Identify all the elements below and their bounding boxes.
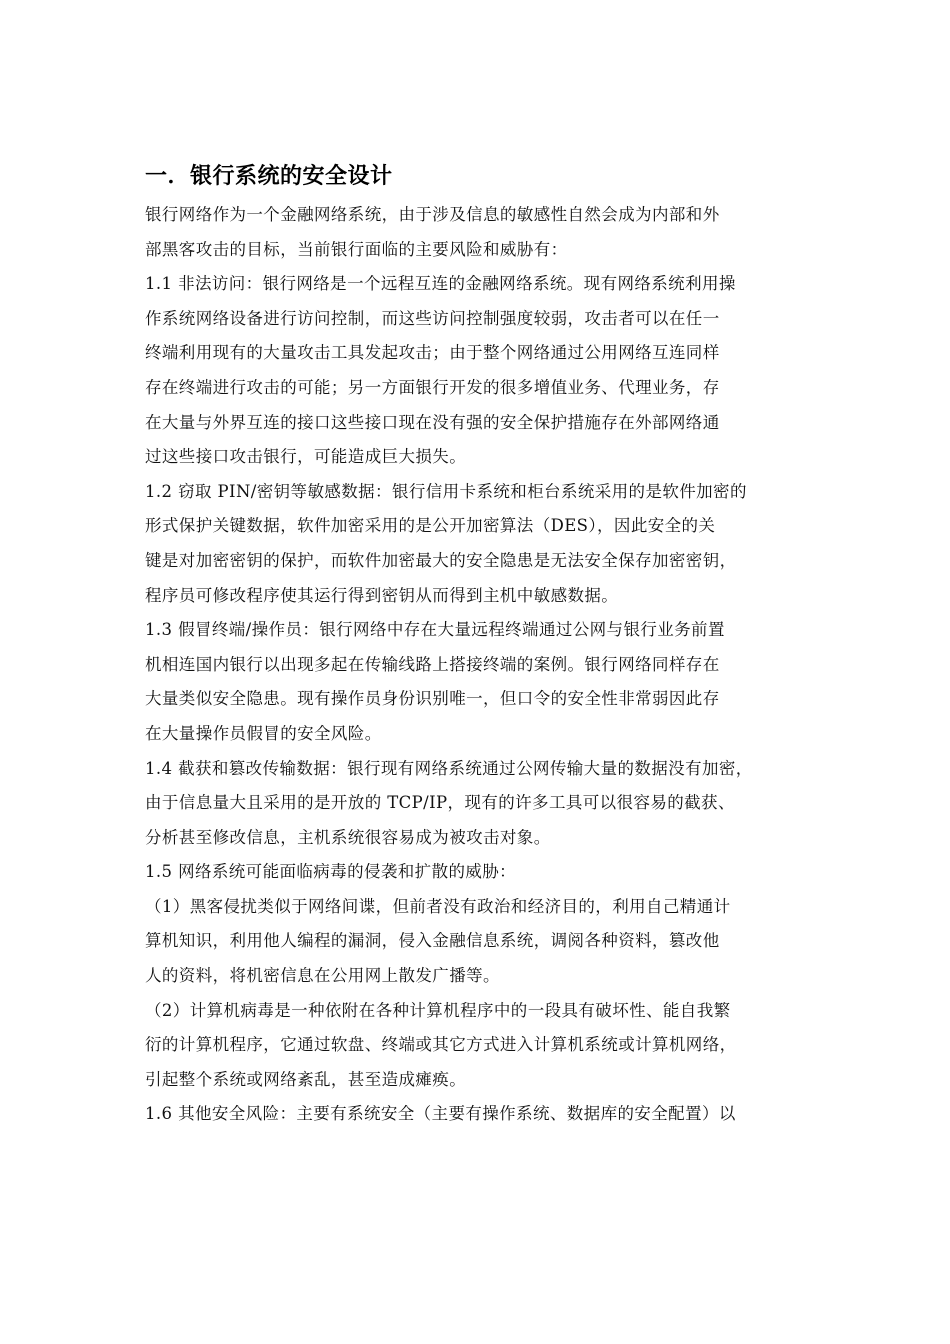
- text-line: 大量类似安全隐患。现有操作员身份识别唯一，但口令的安全性非常弱因此存: [145, 689, 720, 709]
- text-line: 引起整个系统或网络紊乱，甚至造成瘫痪。: [145, 1069, 467, 1089]
- text-line: 程序员可修改程序使其运行得到密钥从而得到主机中敏感数据。: [145, 585, 619, 605]
- text-line: （1）黑客侵扰类似于网络间谍，但前者没有政治和经济目的，利用自己精通计: [145, 896, 731, 916]
- text-line: 1.1 非法访问：银行网络是一个远程互连的金融网络系统。现有网络系统利用操: [145, 274, 736, 294]
- section-heading: 一．银行系统的安全设计: [145, 164, 393, 189]
- text-line: 终端利用现有的大量攻击工具发起攻击；由于整个网络通过公用网络互连同样: [145, 343, 720, 363]
- text-line: 在大量与外界互连的接口这些接口现在没有强的安全保护措施存在外部网络通: [145, 412, 720, 432]
- text-line: 1.3 假冒终端/操作员：银行网络中存在大量远程终端通过公网与银行业务前置: [145, 620, 725, 640]
- document-body: [145, 160, 815, 1132]
- text-line: 1.5 网络系统可能面临病毒的侵袭和扩散的威胁：: [145, 862, 517, 882]
- text-line: （2）计算机病毒是一种依附在各种计算机程序中的一段具有破坏性、能自我繁: [145, 1000, 731, 1020]
- text-line: 1.2 窃取 PIN/密钥等敏感数据：银行信用卡系统和柜台系统采用的是软件加密的: [145, 481, 747, 501]
- text-line: 过这些接口攻击银行，可能造成巨大损失。: [145, 447, 467, 467]
- text-line: 在大量操作员假冒的安全风险。: [145, 723, 382, 743]
- text-line: 形式保护关键数据，软件加密采用的是公开加密算法（DES），因此安全的关: [145, 516, 716, 536]
- text-line: 算机知识，利用他人编程的漏洞，侵入金融信息系统，调阅各种资料，篡改他: [145, 931, 720, 951]
- text-line: 1.4 截获和篡改传输数据：银行现有网络系统通过公网传输大量的数据没有加密，: [145, 758, 753, 778]
- text-line: 机相连国内银行以出现多起在传输线路上搭接终端的案例。银行网络同样存在: [145, 654, 720, 674]
- text-line: 键是对加密密钥的保护，而软件加密最大的安全隐患是无法安全保存加密密钥，: [145, 550, 737, 570]
- text-line: 衍的计算机程序，它通过软盘、终端或其它方式进入计算机系统或计算机网络，: [145, 1035, 737, 1055]
- paragraph-lines: [145, 198, 815, 1132]
- text-line: 部黑客攻击的目标，当前银行面临的主要风险和威胁有：: [145, 239, 568, 259]
- text-line: 分析甚至修改信息，主机系统很容易成为被攻击对象。: [145, 827, 551, 847]
- text-line: 作系统网络设备进行访问控制，而这些访问控制强度较弱，攻击者可以在任一: [145, 308, 720, 328]
- text-line: 银行网络作为一个金融网络系统，由于涉及信息的敏感性自然会成为内部和外: [145, 205, 720, 224]
- text-line: 由于信息量大且采用的是开放的 TCP/IP，现有的许多工具可以很容易的截获、: [145, 793, 735, 813]
- text-line: 1.6 其他安全风险：主要有系统安全（主要有操作系统、数据库的安全配置）以: [145, 1104, 736, 1124]
- text-line: 人的资料，将机密信息在公用网上散发广播等。: [145, 966, 500, 986]
- text-line: 存在终端进行攻击的可能；另一方面银行开发的很多增值业务、代理业务，存: [145, 377, 720, 397]
